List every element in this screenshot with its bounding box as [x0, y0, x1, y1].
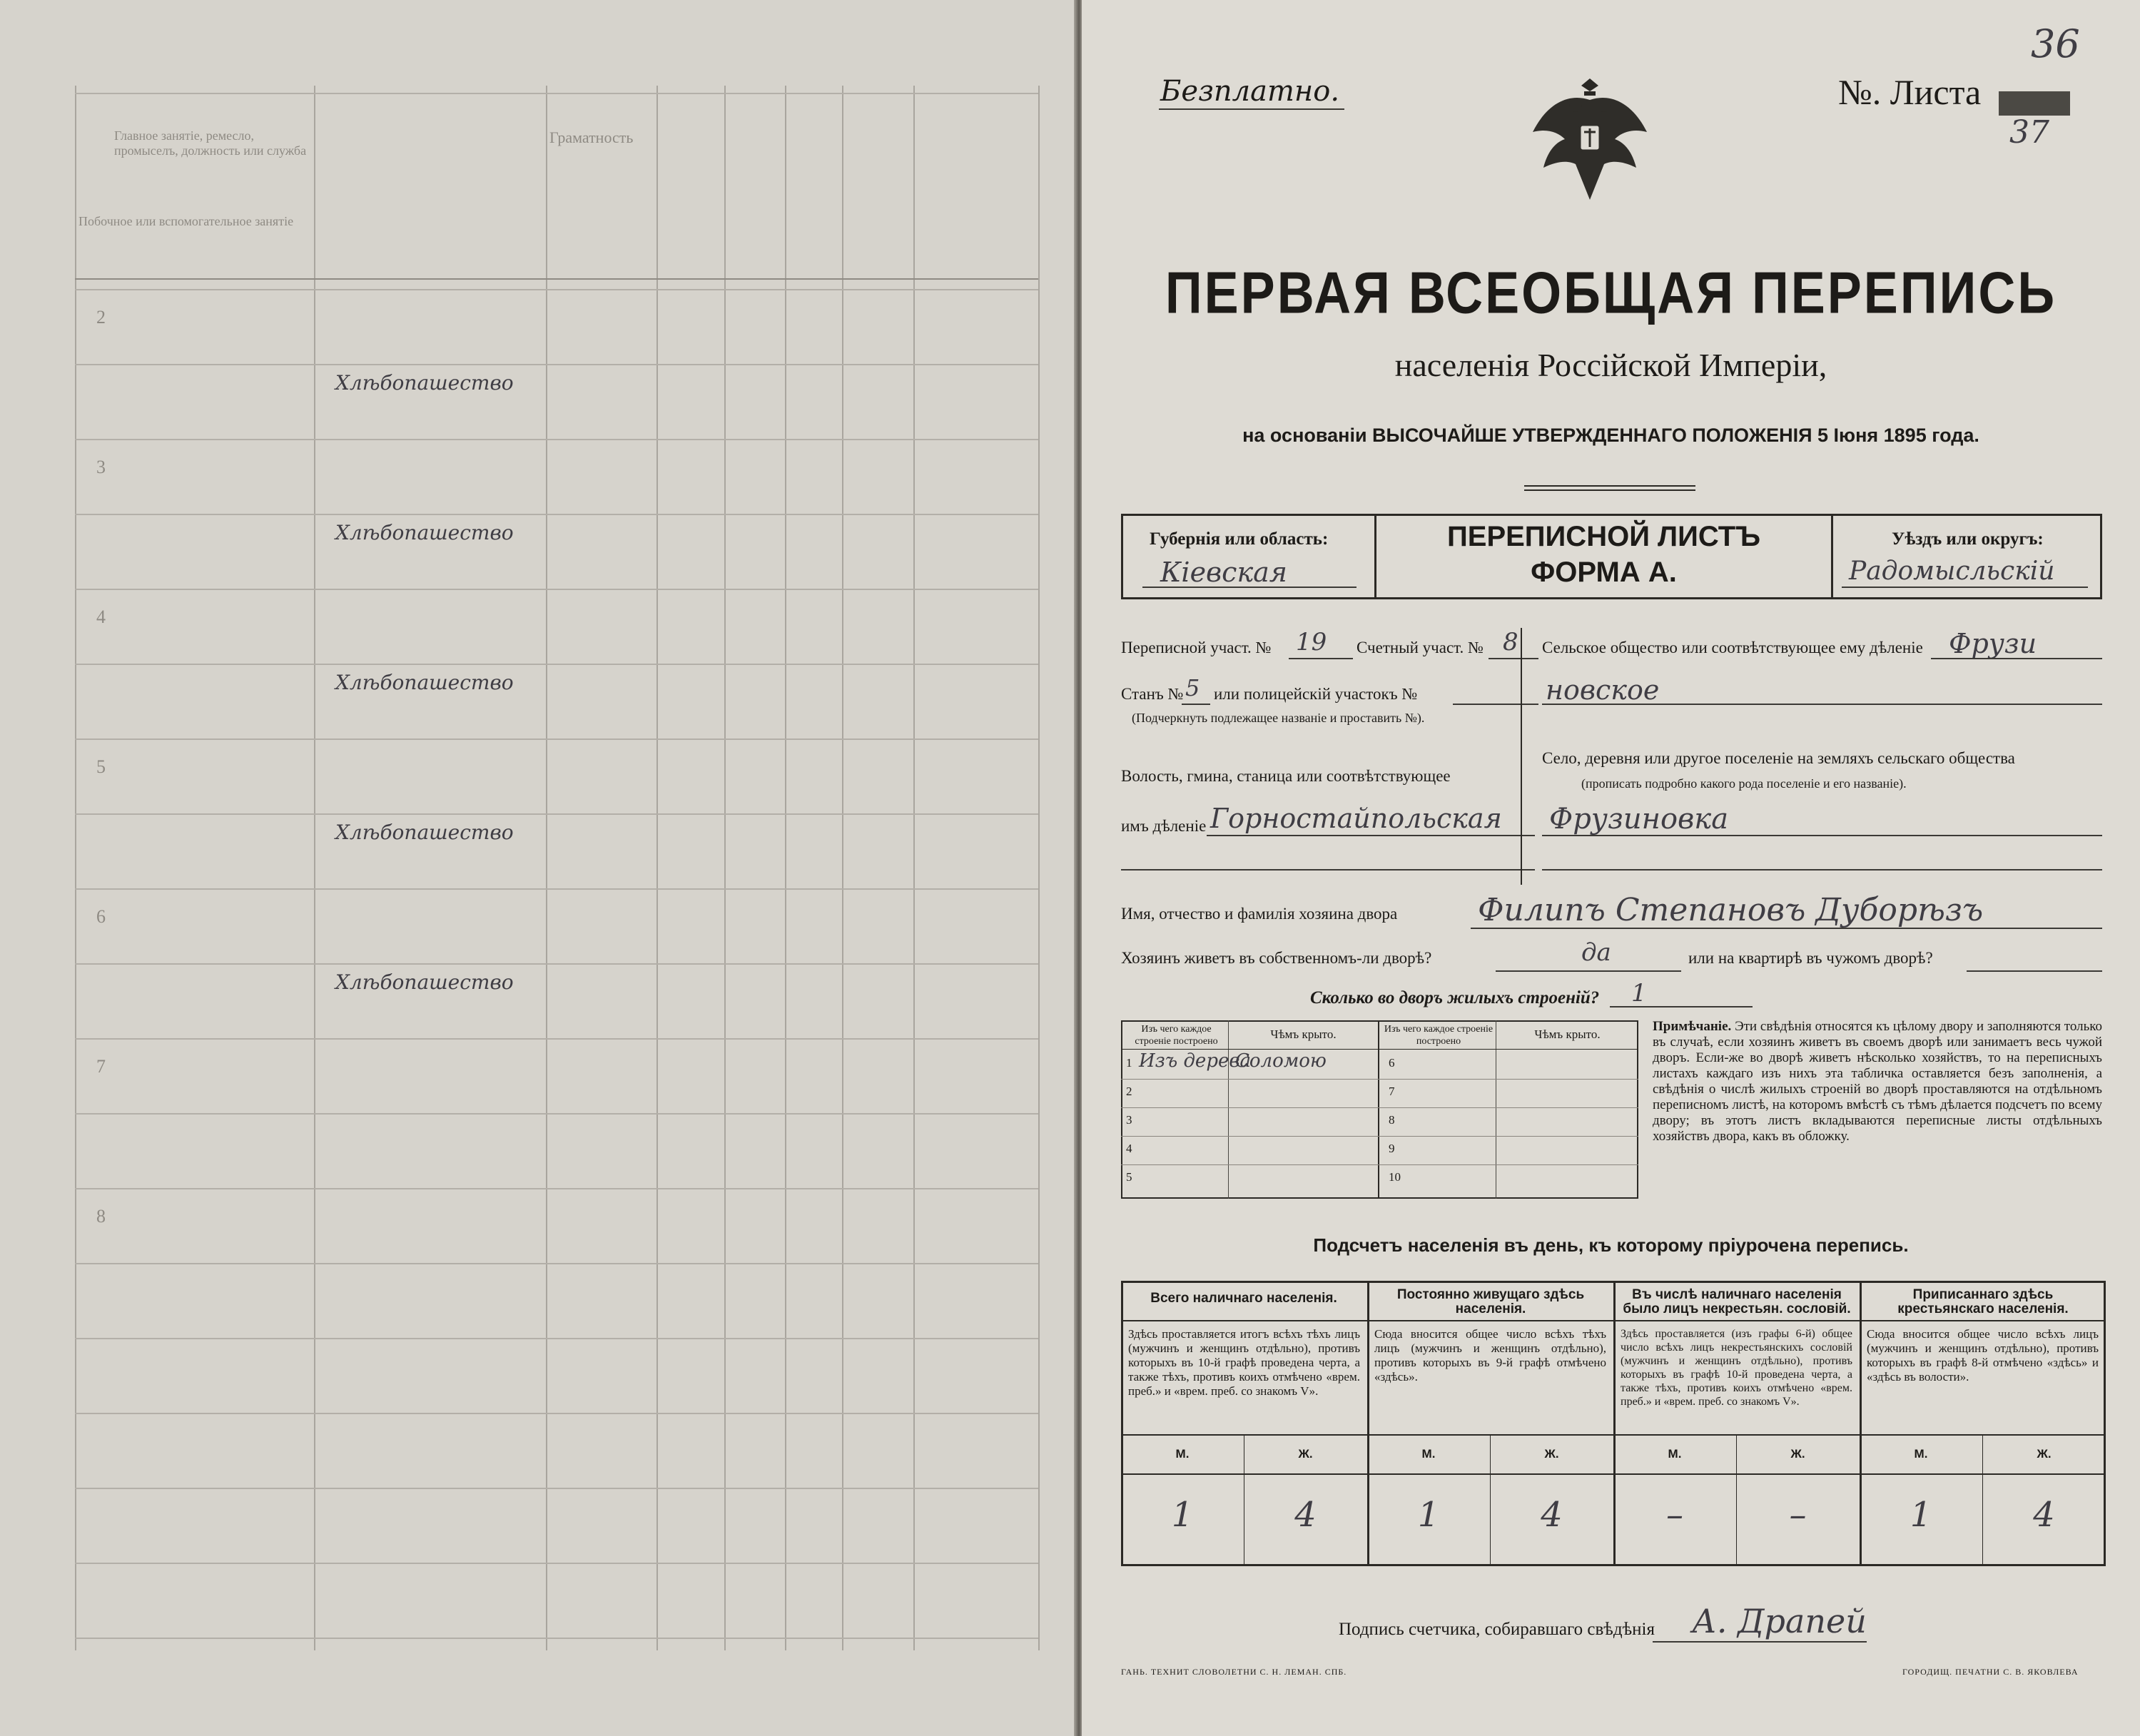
row-no: 5: [1126, 1170, 1132, 1184]
material-value: Изъ дерева: [1139, 1050, 1251, 1072]
grid-line: [75, 1038, 1038, 1040]
gubernia-value: Кіевская: [1160, 557, 1287, 588]
signature-value: А. Драпей: [1692, 1602, 1867, 1640]
perepis-uch-label: Переписной участ. №: [1121, 639, 1272, 656]
col-roof-header: Чѣмъ крыто.: [1270, 1027, 1337, 1041]
underline-note: (Подчеркнуть подлежащее названіе и проставить №).: [1132, 711, 1425, 725]
tally-col-title: Постоянно живущаго здѣсь населенія.: [1396, 1287, 1585, 1316]
left-row-number: 2: [96, 307, 106, 328]
divider: [1121, 1434, 2106, 1436]
buildings-label: Сколько во дворъ жилыхъ строеній?: [1310, 988, 1600, 1007]
underline: [1207, 835, 1535, 836]
tally-col-title: Всего наличнаго населенія.: [1150, 1291, 1337, 1306]
header-divider: [75, 278, 1038, 280]
tally-zh-value: 4: [1541, 1495, 1563, 1535]
divider: [1121, 1473, 2106, 1475]
sheet-number-value: 37: [2009, 114, 2049, 151]
underline: [1289, 658, 1353, 659]
grid-line: [75, 1488, 1038, 1489]
grid-line: [785, 86, 786, 1650]
left-ghost-entry: Хлѣбопашество: [335, 970, 514, 994]
grid-line: [913, 86, 915, 1650]
underline: [1967, 970, 2102, 972]
divider: [1228, 1020, 1229, 1199]
grid-line: [75, 1263, 1038, 1264]
gubernia-underline: [1142, 587, 1356, 588]
divider: [1121, 1079, 1638, 1080]
schet-uch-label: Счетный участ. №: [1356, 639, 1484, 656]
grid-line: [75, 439, 1038, 440]
row-no: 7: [1389, 1085, 1395, 1098]
tally-zh-value: 4: [2033, 1495, 2055, 1535]
grid-line: [75, 1113, 1038, 1115]
stan-label: Станъ №: [1121, 685, 1184, 703]
col-material-header: Изъ чего каждое строеніе построено: [1135, 1024, 1218, 1047]
printer-mark-left: ГАНЬ. ТЕХНИТ СЛОВОЛЕТНИ С. Н. ЛЕМАН. СПБ.: [1121, 1667, 1347, 1677]
sheet-number-struck: [1999, 91, 2070, 116]
left-row-number: 5: [96, 756, 106, 777]
divider: [1378, 1020, 1379, 1199]
tally-m-value: 1: [1417, 1495, 1440, 1535]
grid-line: [546, 86, 547, 1650]
divider: [1121, 1136, 1638, 1137]
lives-label-2: или на квартирѣ въ чужомъ дворѣ?: [1688, 949, 1933, 967]
left-row-number: 8: [96, 1206, 106, 1227]
schet-uch-value: 8: [1503, 628, 1518, 656]
left-row-number: 3: [96, 457, 106, 477]
gubernia-label: Губернія или область:: [1150, 529, 1329, 549]
grid-line: [75, 289, 1038, 290]
selskoe-value-2: новское: [1546, 674, 1660, 706]
grid-line: [75, 963, 1038, 965]
perepis-uch-value: 19: [1296, 628, 1327, 656]
tally-col-title: Приписаннаго здѣсь крестьянскаго населенія.: [1897, 1287, 2069, 1316]
underline: [1121, 869, 1535, 870]
tally-col-desc: Сюда вносится общее число всѣхъ лицъ (мужчинъ и женщинъ отдѣльно), противъ которыхъ въ графѣ 8-й отмѣчено «здѣсь» и «здѣсь въ волости».: [1867, 1327, 2099, 1384]
uezd-label: Уѣздъ или округъ:: [1892, 529, 2044, 549]
police-label: или полицейскій участокъ №: [1214, 685, 1418, 703]
divider: [1121, 1049, 1638, 1050]
grid-line: [75, 364, 1038, 365]
buildings-value: 1: [1631, 979, 1647, 1007]
grid-line: [75, 86, 76, 1650]
ornament-rule: [1524, 485, 1695, 491]
row-no: 6: [1389, 1056, 1395, 1070]
form-subtitle: ФОРМА А.: [1531, 557, 1677, 588]
note-text: Эти свѣдѣнія относятся къ цѣлому двору и заполняются только въ случаѣ, если хозяинъ живетъ въ своемъ дворѣ или занимаетъ весь чужой дворъ. Если-же во дворѣ живетъ нѣсколько хозяйствъ, то на переписныхъ листахъ каждаго изъ нихъ эта табличка оставляется безъ заполненія, а свѣдѣнія о числѣ жилыхъ строеній во дворѣ проставляются на отдѣльномъ переписномъ листѣ, на которомъ вмѣстѣ съ тѣмъ дѣлается подсчетъ по всему двору; въ этотъ листъ вкладываются переписные листы отдѣльныхъ хозяйствъ двора, какъ въ обложку.: [1653, 1019, 2102, 1144]
grid-line: [75, 514, 1038, 515]
underline: [1931, 658, 2102, 659]
underline: [1489, 658, 1538, 659]
selo-value: Фрузиновка: [1549, 803, 1729, 836]
row-no: 2: [1126, 1085, 1132, 1098]
grid-line: [75, 1338, 1038, 1339]
row-no: 8: [1389, 1113, 1395, 1127]
left-row-number: 7: [96, 1056, 106, 1077]
imperial-eagle-emblem: [1526, 64, 1654, 207]
tally-m-value: 1: [1171, 1495, 1194, 1535]
page-title: ПЕРВАЯ ВСЕОБЩАЯ ПЕРЕПИСЬ: [1165, 260, 2057, 326]
left-header-occupation: Главное занятіе, ремесло, промыселъ, должность или служба: [114, 128, 307, 158]
signature-label: Подпись счетчика, собиравшаго свѣдѣнія: [1339, 1620, 1655, 1639]
underline: [1542, 704, 2102, 705]
left-ghost-entry: Хлѣбопашество: [335, 821, 514, 844]
grid-line: [75, 589, 1038, 590]
underline: [1453, 704, 1538, 705]
legal-basis: на основаніи ВЫСОЧАЙШЕ УТВЕРЖДЕННАГО ПОЛОЖЕНІЯ 5 Іюня 1895 года.: [1242, 425, 1979, 446]
uezd-value: Радомысльскій: [1849, 557, 2055, 586]
grid-line: [1038, 86, 1040, 1650]
tally-col-desc: Здѣсь проставляется итогъ всѣхъ тѣхъ лицъ (мужчинъ и женщинъ отдѣльно), противъ которыхъ въ 10-й графѣ проведена черта, а также тѣхъ, противъ коихъ отмѣчено «врем. преб.» и «врем. преб. со знакомъ V».: [1128, 1327, 1360, 1398]
underline: [1471, 928, 2102, 929]
note-title: Примѣчаніе.: [1653, 1019, 1732, 1034]
lives-label: Хозяинъ живетъ въ собственномъ-ли дворѣ?: [1121, 949, 1432, 967]
row-no: 9: [1389, 1142, 1395, 1155]
col-material-header: Изъ чего каждое строеніе построено: [1384, 1024, 1494, 1047]
m-header: М.: [1421, 1447, 1436, 1461]
left-header-literacy: Граматность: [549, 128, 634, 146]
tally-zh-value: 4: [1294, 1495, 1317, 1535]
note-block: [1653, 1019, 2102, 1144]
page-subtitle: населенія Россійской Имперіи,: [1394, 347, 1827, 383]
uezd-underline: [1842, 587, 2088, 588]
tally-heading: Подсчетъ населенія въ день, къ которому пріурочена перепись.: [1313, 1234, 1909, 1256]
grid-line: [724, 86, 726, 1650]
zh-header: Ж.: [1544, 1447, 1559, 1461]
grid-line: [75, 1188, 1038, 1189]
left-ghost-entry: Хлѣбопашество: [335, 371, 514, 395]
zh-header: Ж.: [1298, 1447, 1313, 1461]
m-header: М.: [1668, 1447, 1682, 1461]
underline: [1542, 835, 2102, 836]
underline: [1542, 869, 2102, 870]
left-row-number: 6: [96, 906, 106, 927]
selo-note: (прописать подробно какого рода поселеніе и его названіе).: [1581, 776, 1907, 791]
census-form-page: [1082, 0, 2140, 1736]
zh-header: Ж.: [1790, 1447, 1805, 1461]
sheet-number-corner: 36: [2031, 21, 2080, 66]
divider: [1121, 1320, 2106, 1321]
row-no: 3: [1126, 1113, 1132, 1127]
divider: [1831, 514, 1833, 599]
form-title: ПЕРЕПИСНОЙ ЛИСТЪ: [1447, 521, 1760, 552]
lives-value: да: [1581, 938, 1611, 967]
grid-line: [75, 93, 1038, 94]
grid-line: [75, 1638, 1038, 1639]
underline: [1182, 704, 1210, 705]
underline: [1610, 1006, 1753, 1007]
free-label-underline: [1159, 108, 1344, 110]
grid-line: [842, 86, 843, 1650]
m-header: М.: [1175, 1447, 1190, 1461]
row-no: 1: [1126, 1056, 1132, 1070]
owner-label: Имя, отчество и фамилія хозяина двора: [1121, 905, 1398, 923]
grid-line: [75, 664, 1038, 665]
grid-line: [75, 738, 1038, 740]
grid-line: [314, 86, 315, 1650]
row-no: 10: [1389, 1170, 1401, 1184]
stan-value: 5: [1185, 674, 1200, 701]
row-no: 4: [1126, 1142, 1132, 1155]
volost-label: Волость, гмина, станица или соотвѣтствующее: [1121, 767, 1451, 785]
left-row-number: 4: [96, 606, 106, 627]
left-ghost-entry: Хлѣбопашество: [335, 671, 514, 694]
grid-line: [75, 1413, 1038, 1414]
selskoe-value-1: Фрузи: [1949, 628, 2037, 659]
selskoe-label: Сельское общество или соотвѣтствующее ему дѣленіе: [1542, 639, 1923, 656]
selo-label: Село, деревня или другое поселеніе на земляхъ сельскаго общества: [1542, 749, 2015, 767]
grid-line: [656, 86, 658, 1650]
grid-line: [75, 1563, 1038, 1564]
left-header-secondary: Побочное или вспомогательное занятіе: [78, 214, 294, 228]
tally-zh-value: –: [1789, 1495, 1807, 1535]
col-roof-header: Чѣмъ крыто.: [1534, 1027, 1601, 1041]
zh-header: Ж.: [2037, 1447, 2052, 1461]
grid-line: [75, 888, 1038, 890]
tally-col-title: Въ числѣ наличнаго населенія было лицъ некрестьян. сословій.: [1623, 1287, 1851, 1316]
printer-mark-right: ГОРОДИЩ. ПЕЧАТНИ С. В. ЯКОВЛЕВА: [1902, 1667, 2079, 1677]
free-label: Безплатно.: [1160, 75, 1340, 108]
owner-value: Филипъ Степановъ Дуборѣзъ: [1478, 892, 1984, 928]
divider: [1121, 1107, 1638, 1108]
tally-m-value: –: [1666, 1495, 1683, 1535]
sheet-number-label: №. Листа: [1838, 72, 1982, 112]
tally-col-desc: Сюда вносится общее число всѣхъ тѣхъ лицъ (мужчинъ и женщинъ отдѣльно), противъ которыхъ въ 9-й графѣ отмѣчено «здѣсь».: [1374, 1327, 1606, 1384]
tally-m-value: 1: [1910, 1495, 1932, 1535]
left-ghost-entry: Хлѣбопашество: [335, 521, 514, 544]
volost-label-2: имъ дѣленіе: [1121, 817, 1207, 835]
volost-value: Горностайпольская: [1210, 803, 1502, 834]
signature-underline: [1653, 1641, 1867, 1643]
divider: [1121, 1164, 1638, 1165]
roof-value: Соломою: [1235, 1050, 1327, 1072]
column-divider: [1521, 628, 1522, 885]
tally-col-desc: Здѣсь проставляется (изъ графы 6-й) общее число всѣхъ лицъ некрестьянскихъ сословій (мужчинъ и женщинъ отдѣльно), противъ которыхъ въ графѣ 10-й проведена черта, а также тѣхъ, противъ коихъ отмѣчено «врем. преб.» и «врем. преб. со знакомъ V».: [1621, 1328, 1852, 1408]
underline: [1496, 970, 1681, 972]
grid-line: [75, 813, 1038, 815]
m-header: М.: [1914, 1447, 1928, 1461]
